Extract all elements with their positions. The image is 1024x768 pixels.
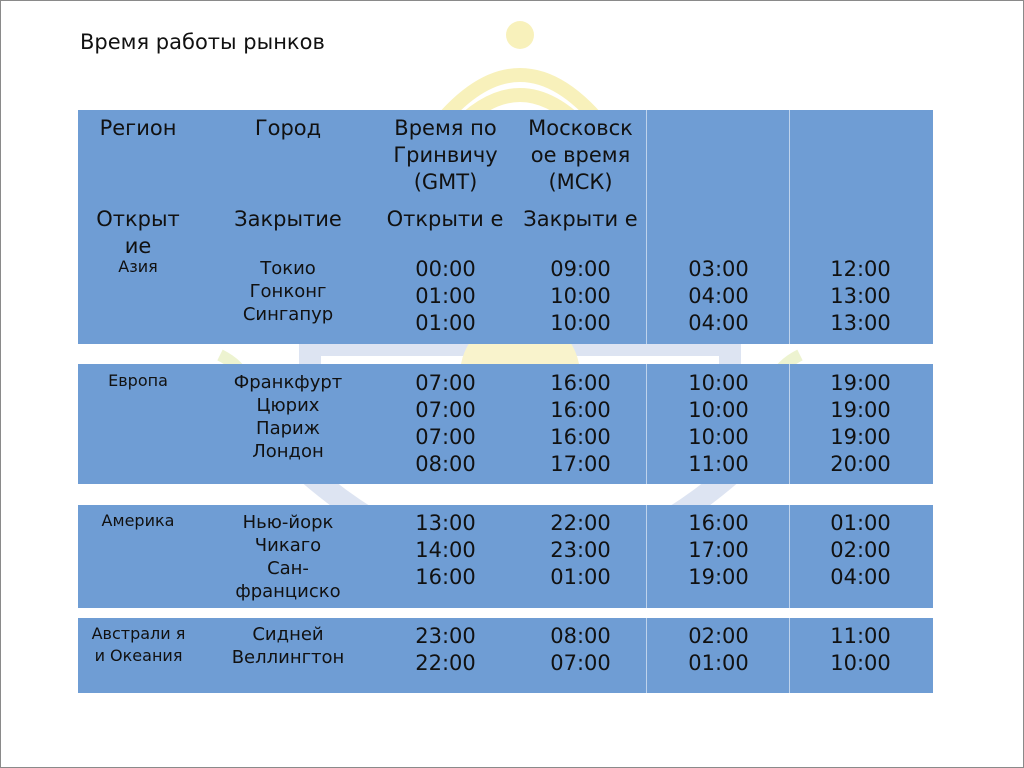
- gmt-close-list: [533, 510, 628, 591]
- header-region: Регион: [99, 116, 177, 140]
- time-cell: 17:00: [688, 538, 749, 562]
- header-close-1: Закрытие: [234, 207, 342, 231]
- time-cell: 11:00: [830, 624, 891, 648]
- gmt-open-list: [398, 510, 493, 591]
- gmt-open-list: [398, 370, 493, 478]
- table-block-australia: [78, 618, 933, 693]
- time-cell: 23:00: [550, 538, 611, 562]
- city-list: [223, 623, 353, 669]
- time-cell: 13:00: [415, 511, 476, 535]
- city-cell: франциско: [235, 581, 341, 602]
- time-cell: 02:00: [830, 538, 891, 562]
- time-cell: 10:00: [688, 425, 749, 449]
- time-cell: 04:00: [830, 565, 891, 589]
- table-block-america: [78, 505, 933, 608]
- time-cell: 22:00: [415, 651, 476, 675]
- city-cell: Франкфурт: [233, 372, 343, 393]
- city-cell: Гонконг: [249, 281, 327, 302]
- city-cell: Сидней: [252, 624, 324, 645]
- time-cell: 19:00: [830, 425, 891, 449]
- time-cell: 17:00: [550, 452, 611, 476]
- city-cell: Лондон: [252, 441, 324, 462]
- header-city: Город: [254, 116, 322, 140]
- time-cell: 19:00: [830, 371, 891, 395]
- time-cell: 23:00: [415, 624, 476, 648]
- time-cell: 10:00: [830, 651, 891, 675]
- column-divider: [646, 364, 647, 484]
- column-divider: [789, 110, 790, 344]
- gmt-close-list: [533, 623, 628, 677]
- time-cell: 11:00: [688, 452, 749, 476]
- region-name: Европа: [108, 371, 168, 390]
- time-cell: 08:00: [550, 624, 611, 648]
- time-cell: 01:00: [415, 284, 476, 308]
- time-cell: 04:00: [688, 311, 749, 335]
- msk-open-list: [671, 370, 766, 478]
- header-close-2: Закрыти е: [523, 207, 638, 231]
- city-cell: Сингапур: [242, 304, 334, 325]
- gmt-open-list: [398, 623, 493, 677]
- time-cell: 16:00: [550, 398, 611, 422]
- time-cell: 20:00: [830, 452, 891, 476]
- msk-close-list: [813, 370, 908, 478]
- column-divider: [789, 505, 790, 608]
- time-cell: 07:00: [550, 651, 611, 675]
- region-name: Азия: [118, 257, 158, 276]
- table-block-europe: [78, 364, 933, 484]
- time-cell: 04:00: [688, 284, 749, 308]
- table-block-asia: [78, 110, 933, 344]
- time-cell: 01:00: [415, 311, 476, 335]
- time-cell: 22:00: [550, 511, 611, 535]
- time-cell: 07:00: [415, 398, 476, 422]
- msk-close-list: [813, 623, 908, 677]
- msk-open-list: [671, 256, 766, 337]
- time-cell: 10:00: [550, 311, 611, 335]
- city-cell: Сан-: [267, 558, 309, 579]
- time-cell: 08:00: [415, 452, 476, 476]
- city-list: [228, 257, 348, 326]
- time-cell: 02:00: [688, 624, 749, 648]
- time-cell: 07:00: [415, 371, 476, 395]
- region-name: Америка: [101, 511, 175, 530]
- time-cell: 10:00: [550, 284, 611, 308]
- time-cell: 10:00: [688, 371, 749, 395]
- header-open-1: Открыт ие: [96, 207, 180, 258]
- time-cell: 19:00: [830, 398, 891, 422]
- header-gmt: Время по Гринвичу (GMT): [393, 116, 498, 194]
- msk-close-list: [813, 510, 908, 591]
- column-divider: [646, 110, 647, 344]
- city-cell: Токио: [260, 258, 316, 279]
- time-cell: 07:00: [415, 425, 476, 449]
- time-cell: 01:00: [830, 511, 891, 535]
- city-cell: Веллингтон: [231, 647, 345, 668]
- time-cell: 01:00: [550, 565, 611, 589]
- region-name: Австрали я и Океания: [91, 624, 186, 665]
- column-divider: [646, 618, 647, 693]
- gmt-close-list: [533, 370, 628, 478]
- city-cell: Париж: [256, 418, 320, 439]
- time-cell: 03:00: [688, 257, 749, 281]
- time-cell: 14:00: [415, 538, 476, 562]
- city-cell: Цюрих: [256, 395, 320, 416]
- header-open-2: Открыти е: [386, 207, 504, 231]
- column-divider: [789, 364, 790, 484]
- time-cell: 16:00: [688, 511, 749, 535]
- time-cell: 09:00: [550, 257, 611, 281]
- time-cell: 16:00: [550, 425, 611, 449]
- msk-open-list: [671, 510, 766, 591]
- gmt-open-list: [398, 256, 493, 337]
- time-cell: 19:00: [688, 565, 749, 589]
- time-cell: 13:00: [830, 311, 891, 335]
- column-divider: [789, 618, 790, 693]
- time-cell: 01:00: [688, 651, 749, 675]
- city-list: [223, 511, 353, 603]
- time-cell: 13:00: [830, 284, 891, 308]
- gmt-close-list: [533, 256, 628, 337]
- time-cell: 12:00: [830, 257, 891, 281]
- time-cell: 10:00: [688, 398, 749, 422]
- time-cell: 00:00: [415, 257, 476, 281]
- city-cell: Нью-йорк: [242, 512, 334, 533]
- time-cell: 16:00: [415, 565, 476, 589]
- header-msk: Московск ое время (МСК): [528, 116, 633, 194]
- column-divider: [646, 505, 647, 608]
- page-title: Время работы рынков: [80, 30, 325, 54]
- city-list: [223, 371, 353, 463]
- msk-open-list: [671, 623, 766, 677]
- msk-close-list: [813, 256, 908, 337]
- time-cell: 16:00: [550, 371, 611, 395]
- city-cell: Чикаго: [254, 535, 322, 556]
